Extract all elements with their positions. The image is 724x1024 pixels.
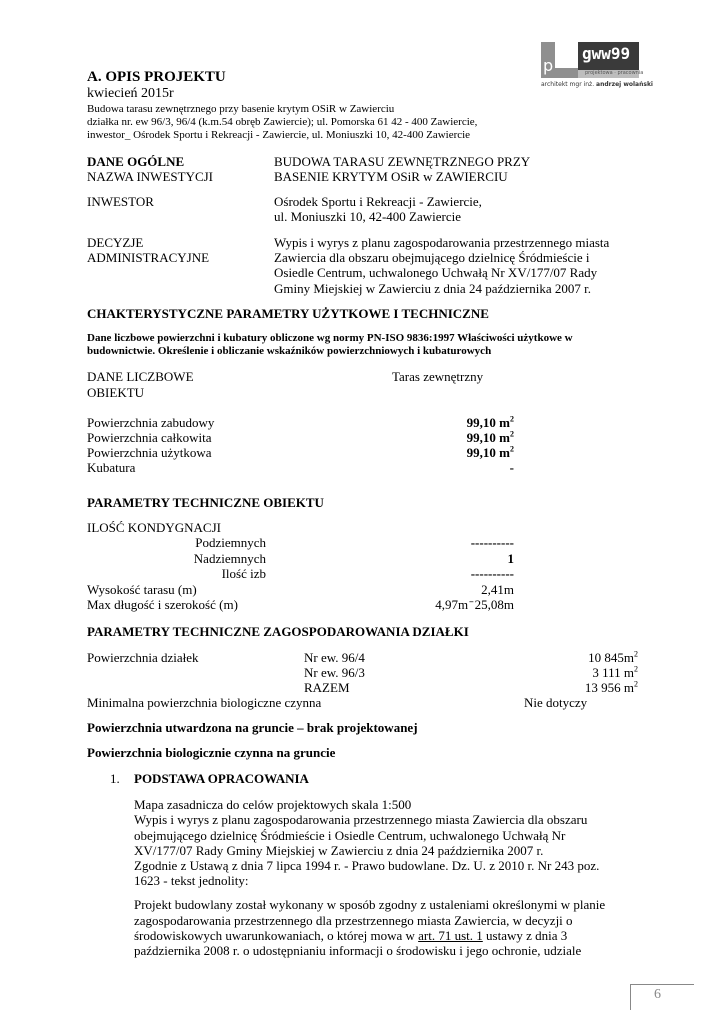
basis-p2-line-3	[134, 928, 567, 944]
basis-p1-line-5: Zgodnie z Ustawą z dnia 7 lipca 1994 r. - Prawo budowlane. Dz. U. z 2010 r. Nr 243 poz.	[134, 858, 600, 873]
investment-name-1: BUDOWA TARASU ZEWNĘTRZNEGO PRZY	[274, 154, 531, 169]
plot-heading: PARAMETRY TECHNICZNE ZAGOSPODAROWANIA DZIAŁKI	[87, 624, 469, 639]
footer-rule	[630, 984, 694, 985]
paved-surface: Powierzchnia utwardzona na gruncie – brak projektowanej	[87, 720, 418, 735]
row-label-usable-area: Powierzchnia użytkowa	[87, 445, 212, 460]
logo-caption-name: andrzej wolański	[596, 81, 653, 88]
basis-p1-line-6: 1623 - tekst jednolity:	[134, 873, 249, 888]
value-text: 3 111 m	[592, 665, 634, 680]
row-value-built-area	[400, 415, 514, 431]
basis-p1-line-2: Wypis i wyrys z planu zagospodarowania przestrzennego miasta Zawiercia dla obszaru	[134, 812, 588, 827]
logo-letter: p	[543, 56, 554, 75]
logo-caption	[541, 81, 653, 88]
technical-heading: PARAMETRY TECHNICZNE OBIEKTU	[87, 495, 324, 510]
decisions-line-4: Gminy Miejskiej w Zawierciu z dnia 24 października 2007 r.	[274, 281, 591, 296]
doc-date: kwiecień 2015r	[87, 86, 174, 101]
investment-label: NAZWA INWESTYCJI	[87, 169, 214, 184]
aboveground-label: Nadziemnych	[193, 551, 266, 566]
basis-number: 1.	[110, 771, 120, 786]
decisions-label-2: ADMINISTRACYJNE	[87, 250, 210, 265]
value-text: 99,10 m	[466, 430, 510, 445]
value-sup: 2	[510, 429, 514, 439]
decisions-label-1: DECYZJE	[87, 235, 144, 250]
investor-line-1: Ośrodek Sportu i Rekreacji - Zawiercie,	[274, 194, 482, 209]
underground-label: Podziemnych	[195, 535, 266, 550]
page-number: 6	[654, 987, 661, 1002]
header-line-1: Budowa tarasu zewnętrznego przy basenie krytym OSiR w Zawierciu	[87, 103, 395, 115]
plot-row-name: Nr ew. 96/3	[304, 665, 365, 680]
investor-line-2: ul. Moniuszki 10, 42-400 Zawiercie	[274, 209, 462, 224]
footer-rule-vertical	[630, 984, 631, 1010]
params-note-2: budownictwie. Określenie i obliczanie wskaźników powierzchniowych i kubaturowych	[87, 345, 492, 357]
data-label-2: OBIEKTU	[87, 385, 145, 400]
plot-row-name: RAZEM	[304, 680, 350, 695]
investor-label: INWESTOR	[87, 194, 154, 209]
value-sup: 2	[634, 679, 638, 689]
header-line-3: inwestor_ Ośrodek Sportu i Rekreacji - Zawiercie, ul. Moniuszki 10, 42-400 Zawiercie	[87, 129, 471, 141]
value-text: 10 845m	[588, 650, 634, 665]
basis-p2-line-1: Projekt budowlany został wykonany w sposób zgodny z ustaleniami określonymi w planie	[134, 897, 606, 912]
logo-white-block	[555, 42, 579, 68]
basis-p1-line-1: Mapa zasadnicza do celów projektowych skala 1:500	[134, 797, 412, 812]
basis-p2-line-3-post: ustawy z dnia 3	[482, 928, 568, 943]
row-value-volume: -	[509, 460, 514, 475]
logo-brand: gww99	[582, 44, 631, 63]
logo-bar-text: projektowa · pracownia	[585, 70, 644, 76]
column-label: Taras zewnętrzny	[392, 369, 484, 384]
underground-value: ----------	[470, 535, 514, 550]
decisions-line-1: Wypis i wyrys z planu zagospodarowania przestrzennego miasta	[274, 235, 610, 250]
bio-value: Nie dotyczy	[524, 695, 588, 710]
general-heading: DANE OGÓLNE	[87, 154, 185, 169]
dims-label: Max długość i szerokość (m)	[87, 597, 238, 612]
rooms-label: Ilość izb	[221, 566, 266, 581]
row-label-volume: Kubatura	[87, 460, 136, 475]
basis-p1-line-3: obejmującego dzielnicę Śródmieście i Osiedle Centrum, uchwalonego Uchwałą Nr	[134, 828, 566, 843]
height-label: Wysokość tarasu (m)	[87, 582, 197, 597]
basis-p2-line-2: zagospodarowania przestrzennego dla przestrzennego miasta Zawiercia, w decyzji o	[134, 913, 573, 928]
basis-p2-line-3-pre: środowiskowych uwarunkowaniach, o której mowa w	[134, 928, 419, 943]
investment-name-2: BASENIE KRYTYM OSiR w ZAWIERCIU	[274, 169, 508, 184]
value-text: 13 956 m	[584, 680, 634, 695]
rooms-value: ----------	[470, 566, 514, 581]
dims-value: 4,97m ̄ 25,08m	[435, 597, 514, 612]
decisions-line-2: Zawiercia dla obszaru obejmującego dzielnicę Śródmieście i	[274, 250, 590, 265]
bio-active-surface: Powierzchnia biologicznie czynna na gruncie	[87, 745, 336, 760]
decisions-line-3: Osiedle Centrum, uchwalonego Uchwałą Nr XV/177/07 Rady	[274, 265, 598, 280]
header-line-2: działka nr. ew 96/3, 96/4 (k.m.54 obręb Zawiercie); ul. Pomorska 61 42 - 400 Zawiercie,	[87, 116, 478, 128]
plot-row-name: Nr ew. 96/4	[304, 650, 365, 665]
data-label-1: DANE LICZBOWE	[87, 369, 194, 384]
doc-title: A. OPIS PROJEKTU	[87, 69, 226, 85]
row-label-built-area: Powierzchnia zabudowy	[87, 415, 215, 430]
params-heading: CHAKTERYSTYCZNE PARAMETRY UŻYTKOWE I TECHNICZNE	[87, 306, 489, 321]
plot-row-value	[520, 680, 638, 696]
row-label-total-area: Powierzchnia całkowita	[87, 430, 212, 445]
height-value: 2,41m	[481, 582, 514, 597]
plot-area-label: Powierzchnia działek	[87, 650, 199, 665]
params-note-1: Dane liczbowe powierzchni i kubatury obliczone wg normy PN-ISO 9836:1997 Właściwości użytkowe w	[87, 332, 573, 344]
value-sup: 2	[510, 414, 514, 424]
row-value-total-area	[400, 430, 514, 446]
basis-heading: PODSTAWA OPRACOWANIA	[134, 771, 309, 786]
plot-row-value	[520, 650, 638, 666]
aboveground-value: 1	[507, 551, 514, 566]
storeys-label: ILOŚĆ KONDYGNACJI	[87, 520, 221, 535]
basis-p2-line-4: października 2008 r. o udostępnianiu informacji o środowisku i jego ochronie, udziale	[134, 943, 582, 958]
plot-row-value	[520, 665, 638, 681]
bio-label: Minimalna powierzchnia biologiczne czynna	[87, 695, 322, 710]
logo-caption-prefix: architekt mgr inż.	[541, 81, 595, 88]
law-article-link[interactable]: art. 71 ust. 1	[418, 928, 483, 943]
value-sup: 2	[634, 664, 638, 674]
value-sup: 2	[510, 444, 514, 454]
value-text: 99,10 m	[466, 445, 510, 460]
value-text: 99,10 m	[466, 415, 510, 430]
value-sup: 2	[634, 649, 638, 659]
row-value-usable-area	[400, 445, 514, 461]
basis-p1-line-4: XV/177/07 Rady Gminy Miejskiej w Zawierciu z dnia 24 października 2007 r.	[134, 843, 544, 858]
